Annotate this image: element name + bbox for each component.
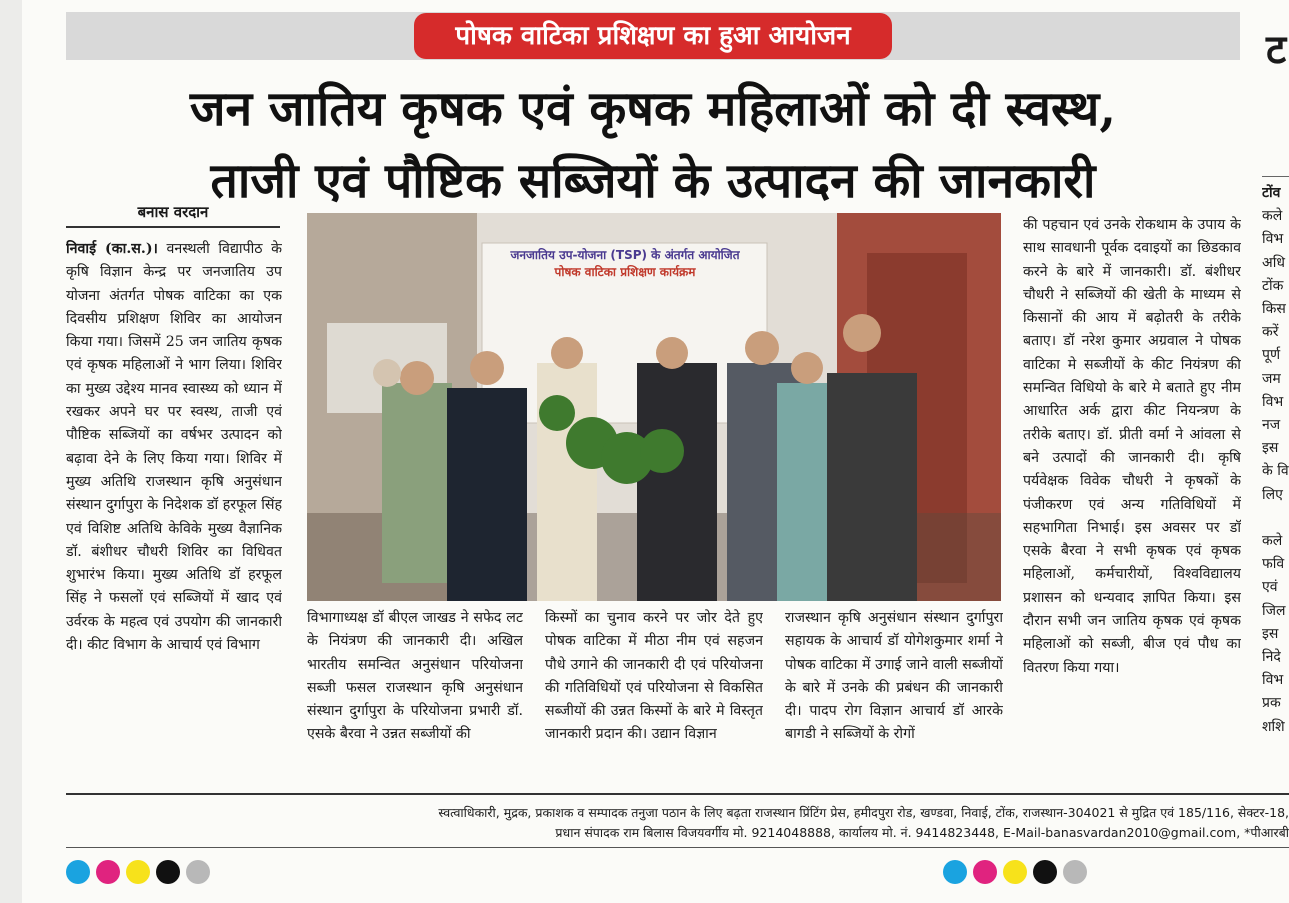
adjacent-line: फवि <box>1262 556 1285 573</box>
byline-rule <box>66 226 280 228</box>
news-photo <box>307 213 1001 601</box>
registration-dot <box>1003 860 1027 884</box>
footer-rule-bottom <box>66 847 1289 848</box>
column-3-text: किस्मों का चुनाव करने पर जोर देते हुए पोषक वाटिका में मीठा नीम एवं सहजन पौधे उगाने की जानकारी दी एवं परियोजना की गतिविधियों एवं परियोजना से विकसित सब्जीयों की उन्नत किस्मों के बारे मे विस्तृत जानकारी प्रदान की। उद्यान विज्ञान <box>545 610 763 743</box>
adjacent-line: अधि <box>1262 254 1285 271</box>
adjacent-subhead: टोंव <box>1262 185 1281 201</box>
adjacent-line: प्रक <box>1262 695 1281 712</box>
registration-dot <box>186 860 210 884</box>
column-5-text: की पहचान एवं उनके रोकथाम के उपाय के साथ सावधानी पूर्वक दवाइयों का छिडकाव करने के बारे में जानकारी। डॉ. बंशीधर चौधरी ने सब्जियों की खेती के माध्यम से किसानों की आय में बढ़ोतरी के तरीके बताए। डॉ नरेश कुमार अग्रवाल ने पोषक वाटिका मे सब्जीयों के कीट नियंत्रण की समन्वित विधियो के बारे मे बताते हुए नीम आधारित अर्क द्वारा कीट नियन्त्रण के तरीके बताए। डॉ. प्रीती वर्मा ने आंवला से बने उत्पादों की जानकारी दी। कृषि पर्यवेक्षक विवेक चौधरी ने कृषकों के पंजीकरण एवं अन्य गतिविधियों में सहभागिता निभाई। इस अवसर पर डॉ एसके बैरवा ने सभी कृषक एवं कृषक महिलाओं, कर्मचारीयों, विश्वविद्यालय प्रशासन को धन्यवाद ज्ञापित किया। इस दौरान सभी जन जातिय कृषक एवं कृषक महिलाओं को सब्जी, बीज एवं पौध का वितरण किया गया। <box>1023 217 1241 676</box>
adjacent-line: विभ <box>1262 393 1284 410</box>
adjacent-line: कले <box>1262 208 1283 225</box>
imprint-line-1: स्वत्वाधिकारी, मुद्रक, प्रकाशक व सम्पादक तनुजा पठान के लिए बढ़ता राजस्थान प्रिंटिंग प्रेस, हमीदपुरा रोड, खण्डवा, निवाई, टोंक, राजस्थान-304021 से मुद्रित एवं 185/116, सेक्टर-18, <box>438 805 1289 820</box>
adjacent-line: निदे <box>1262 649 1281 666</box>
registration-dot <box>1033 860 1057 884</box>
byline: बनास वरदान <box>137 203 209 221</box>
photo-banner-line-1: जनजातिय उप-योजना (TSP) के अंतर्गत आयोजित <box>510 248 740 262</box>
adjacent-line: एवं <box>1262 579 1278 596</box>
adjacent-line: पूर्ण <box>1262 347 1281 364</box>
adjacent-line: इस <box>1262 625 1279 642</box>
adjacent-line: इस <box>1262 440 1279 457</box>
registration-marks-right <box>943 860 1087 884</box>
photo-banner-line-2: पोषक वाटिका प्रशिक्षण कार्यक्रम <box>554 265 696 279</box>
registration-dot <box>1063 860 1087 884</box>
headline-line-2: ताजी एवं पौष्टिक सब्जियों के उत्पादन की जानकारी <box>210 153 1096 209</box>
registration-dot <box>96 860 120 884</box>
adjacent-line: विभ <box>1262 672 1284 689</box>
dateline: निवाई (का.स.)। <box>66 241 158 257</box>
adjacent-line: करें <box>1262 324 1279 341</box>
article-column-5 <box>1023 214 1241 780</box>
adjacent-line: जिल <box>1262 602 1286 619</box>
adjacent-line: टोंक <box>1262 277 1284 294</box>
adjacent-line: विभ <box>1262 231 1284 248</box>
article-column-1 <box>66 238 282 778</box>
adjacent-line <box>1262 507 1289 530</box>
adjacent-rule <box>1262 176 1289 177</box>
article-column-2 <box>307 607 523 779</box>
adjacent-line: लिए <box>1262 486 1283 503</box>
adjacent-line: के वि <box>1262 463 1289 480</box>
adjacent-line: किस <box>1262 301 1286 318</box>
adjacent-lines <box>1262 205 1289 739</box>
column-2-text: विभागाध्यक्ष डॉ बीएल जाखड ने सफेद लट के नियंत्रण की जानकारी दी। अखिल भारतीय समन्वित अनुसंधान परियोजना सब्जी फसल राजस्थान कृषि अनुसंधान संस्थान दुर्गापुरा के परियोजना प्रभारी डॉ. एसके बैरवा ने उन्नत सब्जीयों की <box>307 610 523 743</box>
footer-rule-top <box>66 793 1289 795</box>
photo-banner <box>485 247 765 281</box>
imprint-line-2: प्रधान संपादक राम बिलास विजयवर्गीय मो. 9214048888, कार्यालय मो. नं. 9414823448, E-Mail-banasvardan2010@gmail.com, *पीआरबी <box>555 825 1289 840</box>
registration-dot <box>126 860 150 884</box>
column-4-text: राजस्थान कृषि अनुसंधान संस्थान दुर्गापुरा सहायक के आचार्य डॉ योगेशकुमार शर्मा ने पोषक वाटिका में उगाई जाने वाली सब्जीयों के बारे में उनके की प्रबंधन की जानकारी दी। पादप रोग विज्ञान आचार्य डॉ आरके बागडी ने सब्जियों के रोगों <box>785 610 1003 743</box>
adjacent-headline-fragment: ट <box>1266 26 1287 73</box>
headline-line-1: जन जातिय कृषक एवं कृषक महिलाओं को दी स्वस्थ, <box>189 81 1117 137</box>
registration-dot <box>66 860 90 884</box>
registration-dot <box>156 860 180 884</box>
adjacent-article <box>1262 182 1289 782</box>
registration-dot <box>943 860 967 884</box>
adjacent-line: कले <box>1262 533 1283 550</box>
article-column-3 <box>545 607 763 779</box>
kicker-label: पोषक वाटिका प्रशिक्षण का हुआ आयोजन <box>414 13 892 59</box>
paper-edge <box>0 0 22 903</box>
article-column-4 <box>785 607 1003 779</box>
adjacent-line: शशि <box>1262 718 1285 735</box>
registration-marks-left <box>66 860 210 884</box>
adjacent-line: नज <box>1262 417 1281 434</box>
registration-dot <box>973 860 997 884</box>
column-1-text: वनस्थली विद्यापीठ के कृषि विज्ञान केन्द्र पर जनजातिय उप योजना अंतर्गत पोषक वाटिका का एक दिवसीय प्रशिक्षण शिविर का आयोजन किया गया। जिसमें 25 जन जातिय कृषक एवं कृषक महिलाओं ने भाग लिया। शिविर का मुख्य उद्देश्य मानव स्वास्थ्य को ध्यान में रखकर अपने घर पर स्वस्थ, ताजी एवं पौष्टिक सब्जियों का वर्षभर उत्पादन को बढ़ावा देने के लिए किया गया। शिविर में मुख्य अतिथि राजस्थान कृषि अनुसंधान संस्थान दुर्गापुरा के निदेशक डॉ हरफूल सिंह एवं विशिष्ट अतिथि केविके मुख्य वैज्ञानिक डॉ. बंशीधर चौधरी शिविर का विधिवत शुभारंभ किया। मुख्य अतिथि डॉ हरफूल सिंह ने फसलों एवं सब्जियों में खाद एवं उर्वरक के महत्व एवं उपयोग की जानकारी दी। कीट विभाग के आचार्य एवं विभाग <box>66 241 282 654</box>
adjacent-line: जम <box>1262 370 1281 387</box>
